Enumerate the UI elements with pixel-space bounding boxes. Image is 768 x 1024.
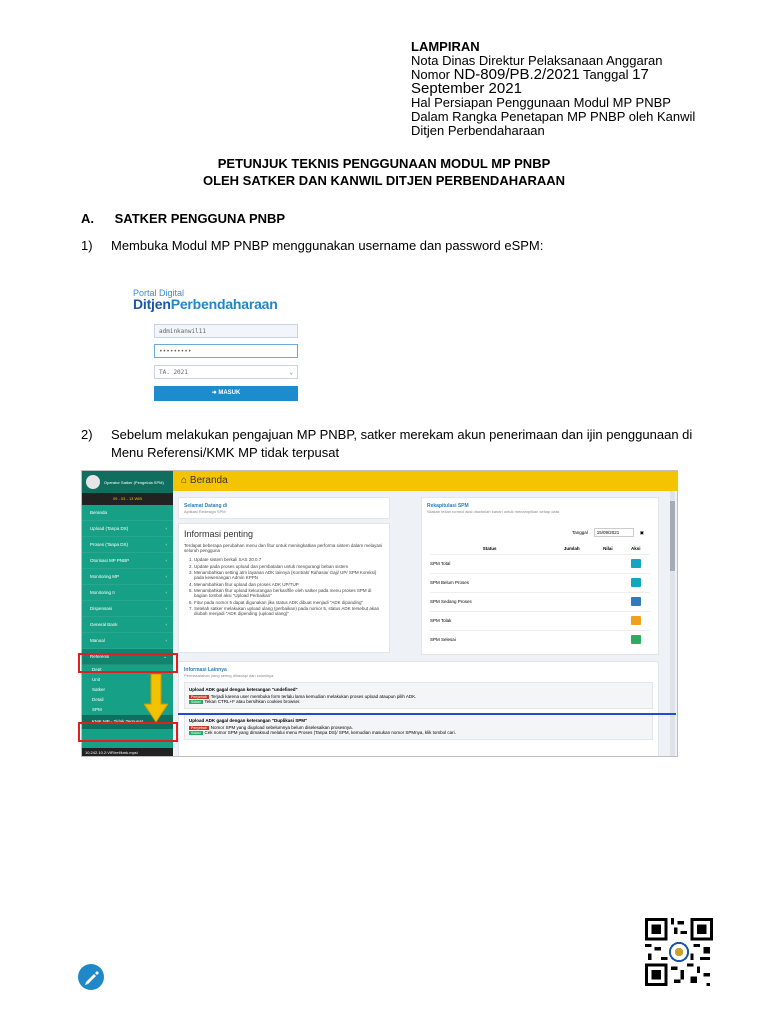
sidebar-item-general-bank[interactable] (82, 617, 173, 633)
welcome-subtitle: Aplikasi Redesign SPM (184, 509, 226, 514)
sidebar-item-beranda[interactable] (82, 505, 173, 521)
calendar-icon[interactable]: ▣ (639, 529, 644, 535)
qr-code-icon (645, 918, 713, 986)
sidebar-item-monitoring-mp[interactable] (82, 569, 173, 585)
step-text: Sebelum melakukan pengajuan MP PNBP, satker merekam akun penerimaan dan ijin penggunaan di Menu Referensi/KMK MP tidak terpusat (111, 427, 693, 460)
tanggal-rest: September 2021 (411, 80, 522, 97)
step-1 (81, 237, 701, 255)
sidebar-user-name: Operator Satker (Pengelola SPM) (104, 479, 164, 485)
col-aksi: Aksi (630, 546, 641, 552)
faq-card (184, 713, 653, 740)
list-item: 3. Menambahkan setting atm layanan ADK lainnya (Kontrak/ Rahasia/ Gaji/ UP/ SPM Koreksi) pada kewenangan Admin KPPN (194, 570, 384, 580)
list-item: 6. Fitur pada nomor 5 dapat digunakan jika status ADK dibuat menjadi "ADK dipanding" (194, 600, 384, 605)
topbar (173, 471, 677, 491)
row-status: SPM Total (430, 554, 549, 573)
col-nilai: Nilai (603, 546, 613, 552)
table-row (430, 554, 650, 573)
menu-label: Beranda (90, 510, 108, 515)
tanggal-input[interactable] (594, 528, 634, 537)
masuk-button[interactable] (154, 386, 298, 401)
sidebar-user (82, 471, 173, 493)
pen-icon (77, 963, 105, 991)
avatar (86, 475, 100, 489)
search-icon[interactable] (631, 597, 641, 606)
chevron-icon: ‹ (165, 622, 167, 627)
search-icon[interactable] (631, 559, 641, 568)
portal-label: Portal Digital (133, 288, 185, 298)
list-item: 2. Update pada proses upload dan pembatalan untuk mengurangi beban sistem (194, 564, 384, 569)
tanggal-day: 17 (632, 66, 649, 83)
chevron-icon: ‹ (165, 542, 167, 547)
menu-label: Upload (Tanpa DS) (90, 526, 129, 531)
home-icon: ⌂ (181, 475, 190, 486)
list-item: 5. Menambahkan fitur upload kekurangan berkas/file oleh satker pada menu proses SPM di bagian tombol aksi "Upload Perbaikan" (194, 588, 384, 598)
chevron-down-icon: ⌄ (289, 369, 293, 376)
sidebar-item-upload[interactable] (82, 521, 173, 537)
faq-solusi: Cek nomor SPM yang dimaksud melalui menu Proses (Tanpa DS)/ SPM, kemudian masukan nomor SPMnya, klik tombol cari. (204, 730, 456, 735)
brand-logo (133, 296, 278, 312)
faq-title: Upload ADK gagal dengan keterangan "undefined" (189, 687, 298, 692)
tanggal-label: Tanggal (571, 530, 588, 535)
penyebab-badge: Penyebab (191, 726, 207, 730)
hal-line-2: Dalam Rangka Penetapan MP PNBP oleh Kanwil (411, 109, 696, 124)
search-icon[interactable] (631, 635, 641, 644)
info-lead: Terdapat beberapa perubahan menu dan fitur untuk meningkatkan performa sistem dalam melayani seluruh pengguna (184, 543, 383, 553)
faq-solusi: Tekan CTRL+F atau bersihkan cookies browser. (204, 699, 301, 704)
hal-line-3: Ditjen Perbendaharaan (411, 123, 545, 138)
col-jumlah: Jumlah (563, 546, 580, 552)
chevron-icon: ‹ (165, 606, 167, 611)
menu-label: Otorisasi MP PNBP (90, 558, 130, 563)
lampiran-label: LAMPIRAN (411, 39, 480, 54)
menu-label: Manual (90, 638, 105, 643)
sidebar-sub-detail[interactable]: Detail (92, 697, 104, 702)
step-2 (81, 426, 701, 462)
login-screenshot (133, 288, 303, 403)
arrow-down-icon (144, 674, 168, 722)
list-item: 1. Update sistem berkali SAS 20.0.7 (194, 557, 384, 562)
sidebar-item-monitoring-ii[interactable] (82, 585, 173, 601)
welcome-panel (178, 497, 390, 519)
sidebar-item-proses[interactable] (82, 537, 173, 553)
topbar-title: Beranda (189, 475, 228, 486)
brand-perbendaharaan: Perbendaharaan (170, 296, 278, 312)
chevron-icon: ‹ (165, 558, 167, 563)
table-row (430, 592, 650, 611)
scrollbar[interactable] (670, 491, 675, 757)
sidebar-item-manual[interactable] (82, 633, 173, 649)
faq-penyebab: Nomor SPM yang diupload sebelumnya belum diselesaikan prosesnya. (210, 725, 353, 730)
tanggal-filter (572, 528, 644, 537)
table-header (430, 544, 650, 554)
rekap-title: Rekapitulasi SPM (427, 503, 469, 509)
chevron-icon: ‹ (165, 574, 167, 579)
highlight-referensi (78, 653, 178, 673)
step-text: Membuka Modul MP PNBP menggunakan username dan password eSPM: (111, 238, 544, 253)
info-lainnya-panel (178, 661, 659, 757)
annotation-line (178, 713, 676, 715)
sidebar-date: 09 - 03 - 13 WIB (82, 493, 173, 505)
sidebar-sub-satker[interactable]: Satker (92, 687, 106, 692)
document-title (0, 155, 768, 189)
nomor-value: ND-809/PB.2/2021 (453, 66, 580, 83)
username-field[interactable]: adminkanwil11 (154, 324, 298, 338)
menu-label: Monitoring II (90, 590, 115, 595)
nota-dinas-line: Nota Dinas Direktur Pelaksanaan Anggaran (411, 53, 663, 68)
search-icon[interactable] (631, 616, 641, 625)
rekap-subtitle: Silakan tekan tombol aksi disebelah kanan untuk menampilkan setiap data (427, 509, 560, 514)
hal-line-1: Hal Persiapan Penggunaan Modul MP PNBP (411, 95, 671, 110)
title-line-1: PETUNJUK TEKNIS PENGGUNAAN MODUL MP PNBP (217, 156, 551, 171)
sidebar-sub-kmk-mp[interactable]: KMK MP - Tidak Terpusat (82, 715, 173, 729)
step-number: 1) (81, 238, 93, 253)
row-status: SPM Tolak (430, 611, 549, 630)
row-status: SPM Belum Proses (430, 573, 549, 592)
chevron-icon: ‹ (165, 590, 167, 595)
login-icon: ➜ (211, 390, 219, 396)
lain-subtitle: Permasalahan yang sering dihadapi dan solusinya (184, 673, 274, 678)
section-title: SATKER PENGGUNA PNBP (114, 211, 286, 226)
col-status: Status (482, 546, 497, 552)
section-letter: A. (81, 211, 94, 226)
letterhead (411, 40, 741, 138)
tanggal-value: 15/09/2021 (596, 530, 620, 535)
faq-card (184, 682, 653, 709)
menu-label: Proses (Tanpa DS) (90, 542, 129, 547)
faq-penyebab: Terjadi karena user membuka form terlalu lama kemudian melakukan proses upload ataupun pilih ADK. (210, 694, 417, 699)
step-number: 2) (81, 427, 93, 442)
year-select[interactable] (154, 365, 298, 379)
highlight-kmk-mp (78, 722, 178, 742)
sidebar-item-dispensasi[interactable] (82, 601, 173, 617)
menu-label: Dispensasi (90, 606, 113, 611)
chevron-icon: ‹ (165, 526, 167, 531)
info-title: Informasi penting (184, 529, 254, 539)
lain-title: Informasi Lainnya (184, 667, 227, 673)
nomor-label: Nomor (411, 67, 451, 82)
list-item: 4. Menambahkan fitur upload dan proses ADK UP/TUP (194, 582, 384, 587)
rekap-panel (421, 497, 659, 655)
tanggal-label: Tanggal (582, 67, 629, 82)
password-field[interactable]: ••••••••• (154, 344, 298, 358)
masuk-label: MASUK (218, 390, 241, 396)
brand-ditjen: Ditjen (133, 296, 171, 312)
row-status: SPM Selesai (430, 630, 549, 649)
scrollbar-thumb[interactable] (670, 501, 675, 571)
table-row (430, 611, 650, 630)
info-list (184, 557, 384, 616)
info-panel (178, 523, 390, 653)
solusi-badge: Solusi (191, 731, 201, 735)
section-a-heading (81, 211, 285, 226)
menu-label: Monitoring MP (90, 574, 120, 579)
sidebar-sub-spm[interactable]: SPM (92, 707, 102, 712)
table-row (430, 630, 650, 649)
title-line-2: OLEH SATKER DAN KANWIL DITJEN PERBENDAHARAAN (202, 173, 566, 188)
sidebar-sub-dept[interactable]: Dept (92, 667, 102, 672)
sidebar-sub-unit[interactable]: Unit (92, 677, 101, 682)
menu-label: General Bank (90, 622, 118, 627)
list-item: 7. Setelah satker melakukan upload ulang (perbaikan) pada nomor 5, status ADK tersebut akan diubah menjadi "ADK dipending (upload ulang)" (194, 606, 384, 616)
chevron-icon: ‹ (165, 638, 167, 643)
menu-label: Referensi (90, 654, 110, 659)
sidebar-item-otorisasi[interactable] (82, 553, 173, 569)
rekap-table (430, 544, 650, 649)
solusi-badge: Solusi (191, 700, 201, 704)
welcome-title: Selamat Datang di (184, 503, 228, 509)
penyebab-badge: Penyebab (191, 695, 207, 699)
chevron-down-icon: ⌄ (163, 654, 167, 659)
faq-title: Upload ADK gagal dengan keterangan "Duplikasi SPM" (189, 718, 308, 723)
status-url: 10.242.10.2:VIR/ref/kmk.mpsi (82, 748, 173, 757)
year-value: TA. 2021 (159, 369, 188, 376)
row-status: SPM Sedang Proses (430, 592, 549, 611)
table-row (430, 573, 650, 592)
search-icon[interactable] (631, 578, 641, 587)
